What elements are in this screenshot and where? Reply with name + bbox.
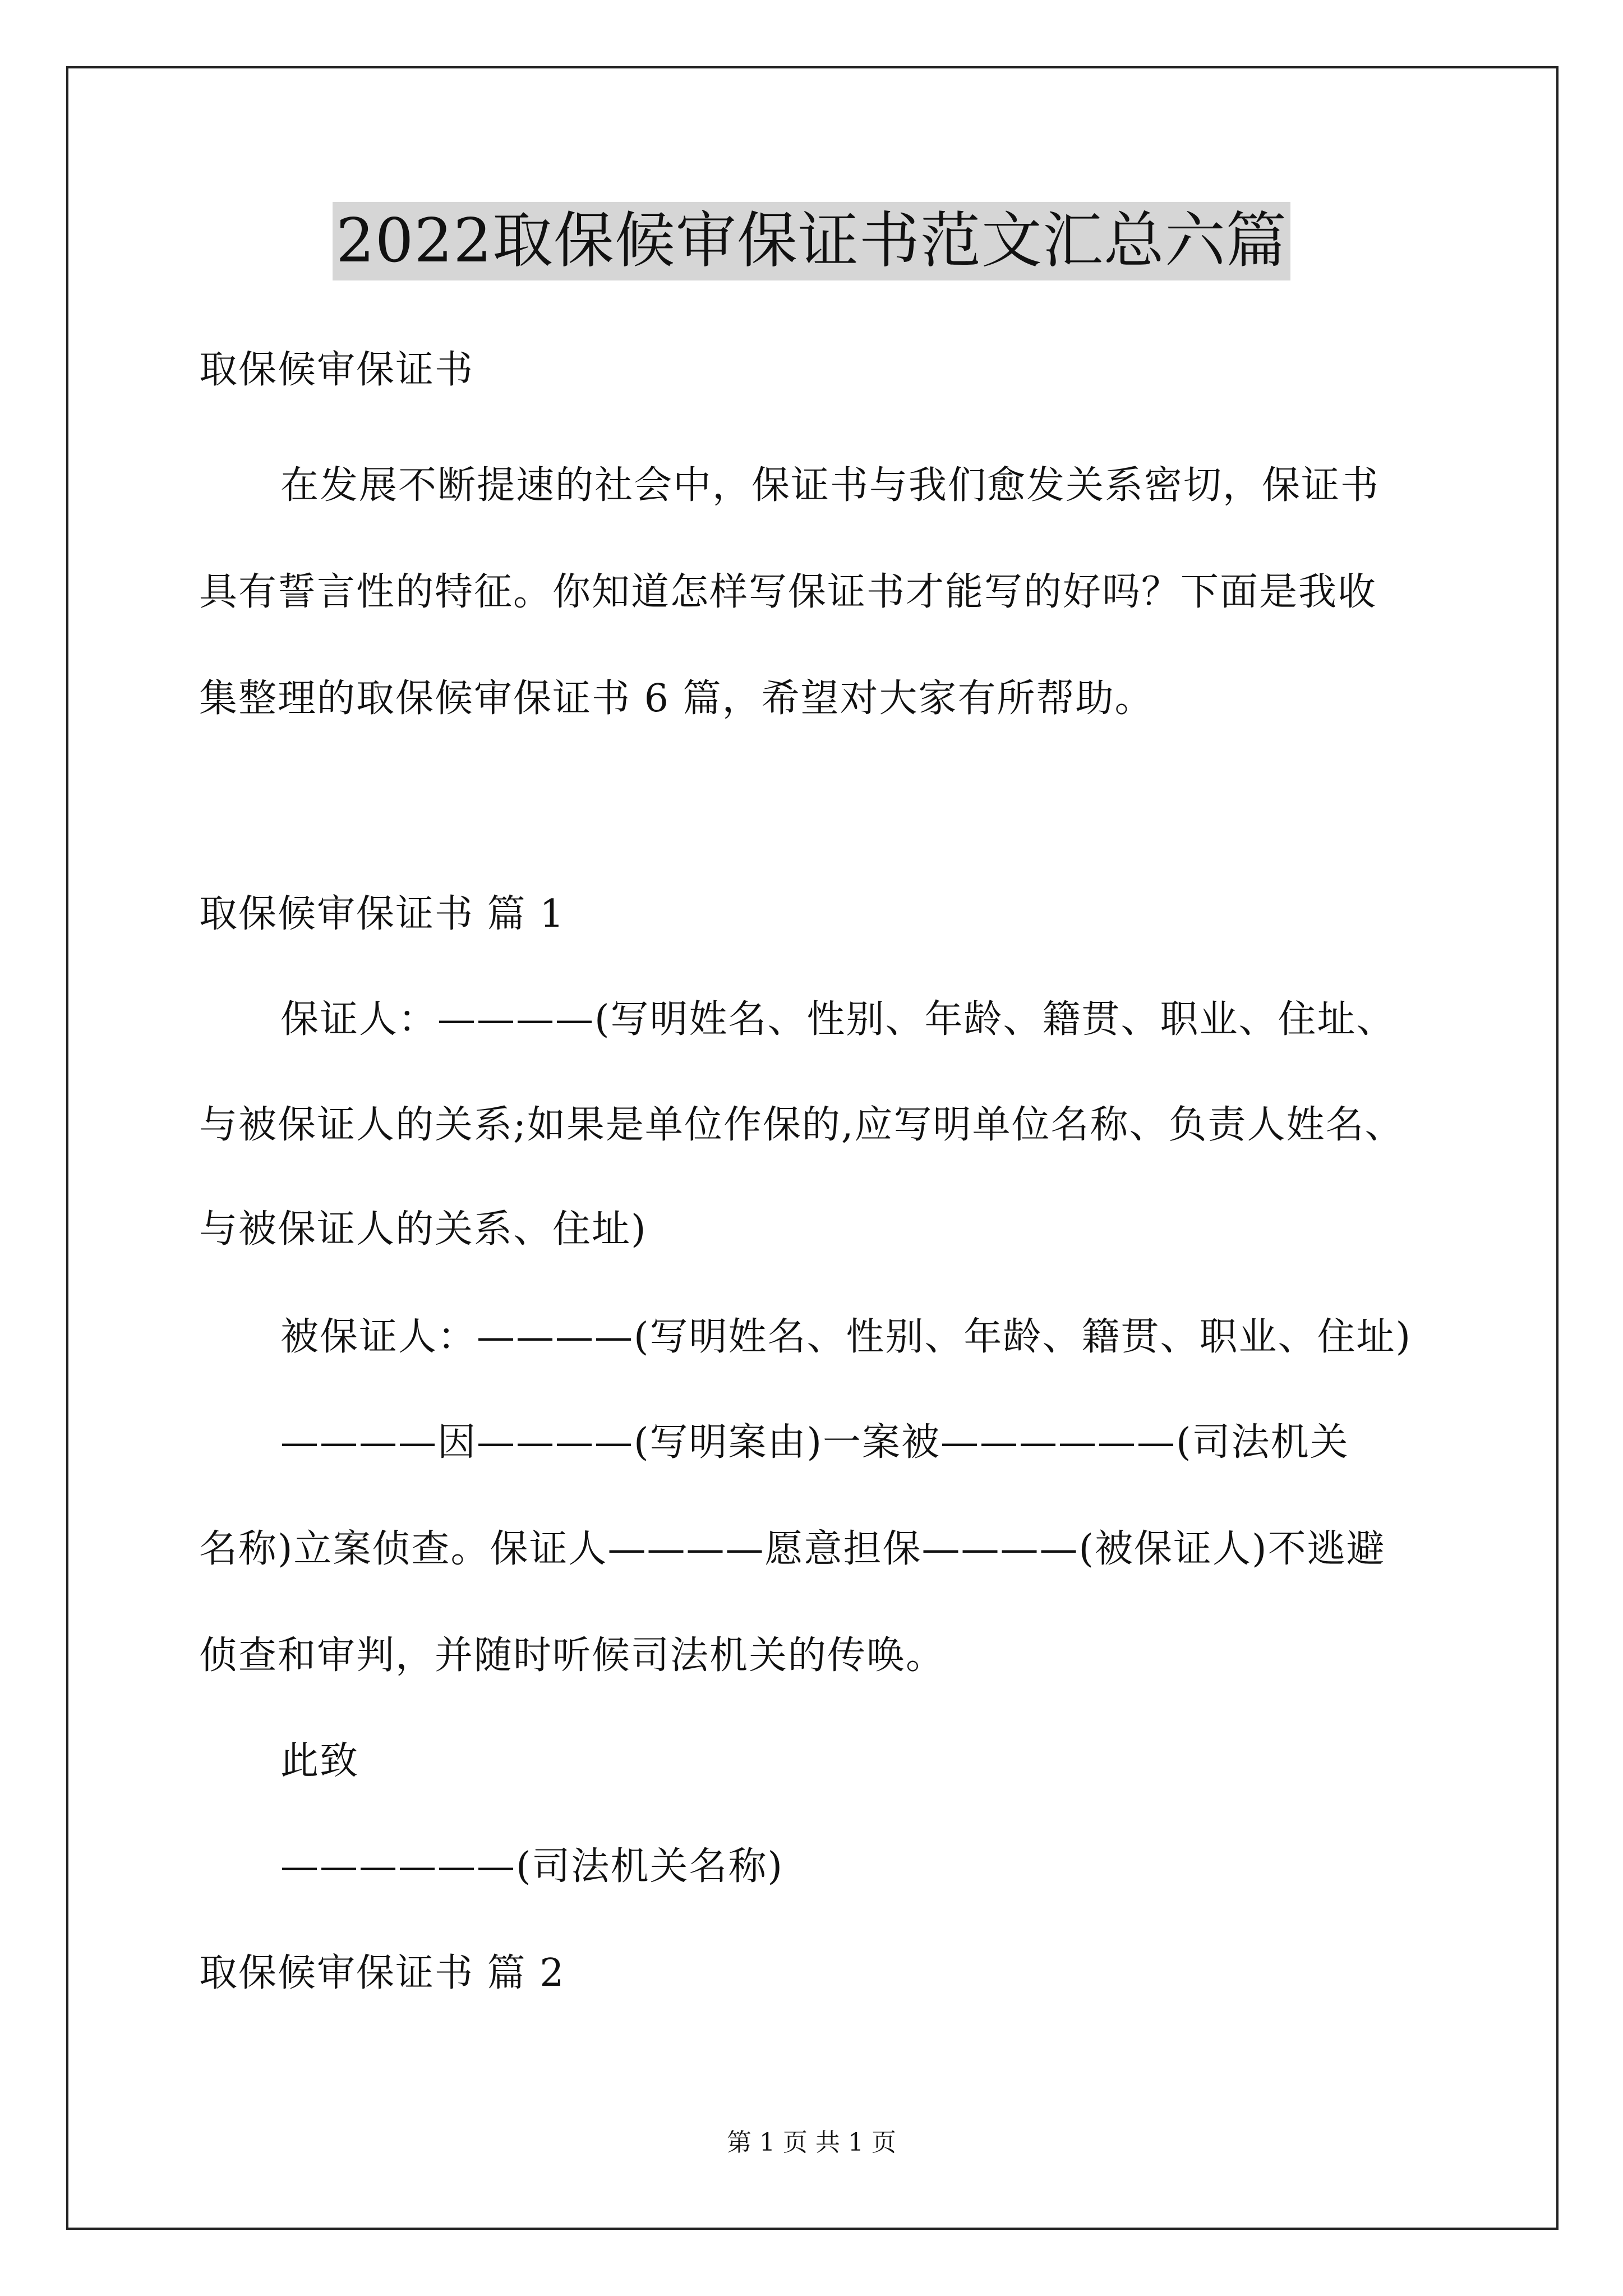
paragraph-line: 与被保证人的关系;如果是单位作保的,应写明单位名称、负责人姓名、 [199,1103,1404,1147]
page-footer: 第 1 页 共 1 页 [727,2128,896,2157]
paragraph-line: 名称)立案侦查。保证人————愿意担保————(被保证人)不逃避 [199,1527,1386,1571]
paragraph-line: 保证人：————(写明姓名、性别、年龄、籍贯、职业、住址、 [280,997,1396,1042]
document-title-wrapper [0,202,1623,280]
paragraph-line: 具有誓言性的特征。你知道怎样写保证书才能写的好吗？下面是我收 [199,570,1377,614]
section-heading-2: 取保候审保证书 篇 2 [199,1951,565,1995]
paragraph-line: 在发展不断提速的社会中，保证书与我们愈发关系密切，保证书 [280,463,1380,508]
paragraph-line: 与被保证人的关系、住址) [199,1207,647,1251]
section-heading-intro: 取保候审保证书 [199,348,474,392]
paragraph-line: ————因————(写明案由)一案被——————(司法机关 [280,1420,1349,1465]
paragraph-line: 侦查和审判，并随时听候司法机关的传唤。 [199,1634,946,1678]
section-heading-1: 取保候审保证书 篇 1 [199,892,565,936]
addressee-line: ——————(司法机关名称) [280,1844,784,1889]
document-title: 2022取保候审保证书范文汇总六篇 [333,202,1290,280]
paragraph-line: 集整理的取保候审保证书 6 篇，希望对大家有所帮助。 [199,677,1154,721]
paragraph-line: 被保证人：————(写明姓名、性别、年龄、籍贯、职业、住址) [280,1315,1412,1359]
closing-line: 此致 [280,1739,359,1783]
